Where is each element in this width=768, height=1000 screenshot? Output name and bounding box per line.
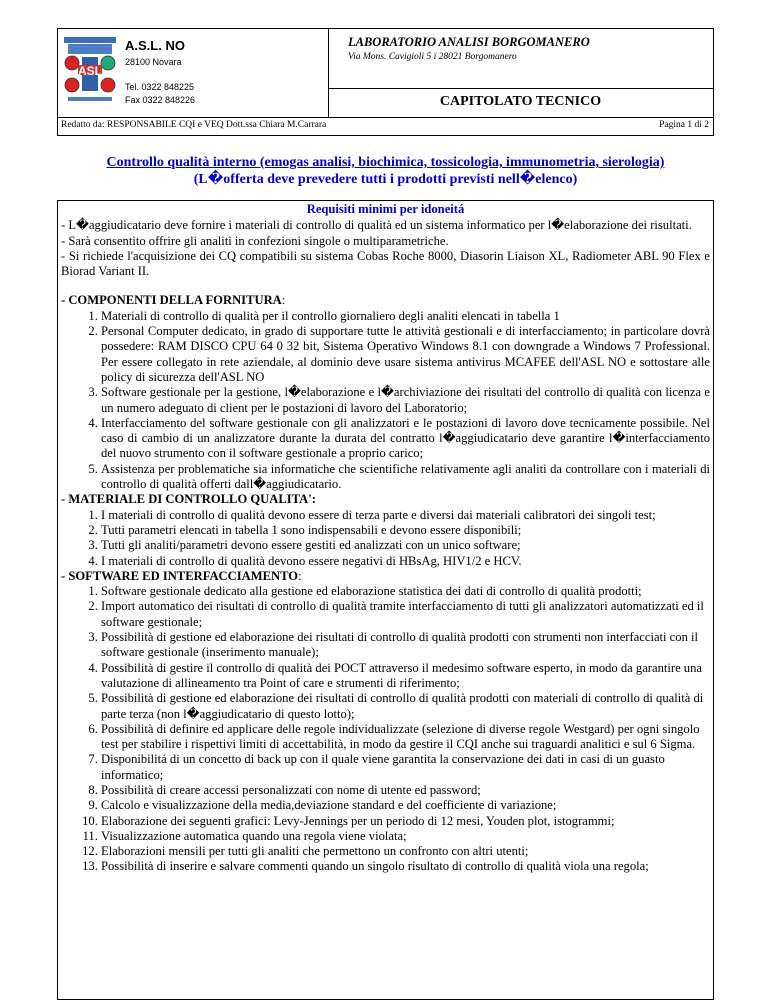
section-list-materiale — [61, 508, 710, 569]
section-title-componenti — [61, 293, 710, 308]
requirements-box — [57, 200, 714, 1000]
list-item: 11. Visualizzazione automatica quando una regola viene violata; — [101, 829, 710, 844]
list-item: 6. Possibilità di definire ed applicare delle regole individualizzate (selezione di diverse regole Westgard) per ogni singolo test per stabilire i rispettivi limiti di accettabilità, in modo da gestire il CQI anche sui traguardi analitici e sul 6 Sigma. — [101, 722, 710, 753]
list-item: 2. Personal Computer dedicato, in grado di supportare tutte le attività gestionali e di interfacciamento; in particolare dovrà possedere: RAM DISCO CPU 64 0 32 bit, Sistema Operativo Windows 8.1 con downgrade a Windows 7 Professional. Per essere collegato in rete aziendale, al dominio deve usare sistema antivirus MCAFEE dell'ASL NO e sottostare alle policy di sicurezza dell'ASL NO — [101, 324, 710, 385]
main-title-line2: (L�offerta deve prevedere tutti i prodotti previsti nell�elenco) — [193, 172, 578, 187]
asl-logo — [60, 35, 120, 105]
section-list-software — [61, 584, 710, 875]
main-title-line1: Controllo qualità interno (emogas analisi, biochimica, tossicologia, immunometria, sierologia) — [106, 155, 665, 170]
list-item: 1. Materiali di controllo di qualità per il controllo giornaliero degli analiti elencati in tabella 1 — [101, 309, 710, 324]
list-item: 3. Software gestionale per la gestione, l�elaborazione e l�archiviazione dei risultati del controllo di qualità con licenza e un numero adeguato di client per le postazioni di lavoro del Laboratorio; — [101, 385, 710, 416]
asl-city: 28100 Novara — [125, 57, 182, 67]
list-item: 2. Import automatico dei risultati di controllo di qualità tramite interfacciamento di tutti gli analizzatori automatizzati ed il software gestionale; — [101, 599, 710, 630]
asl-fax: Fax 0322 848226 — [125, 95, 196, 105]
header-divider-bottom — [58, 117, 713, 118]
section-title-text: - SOFTWARE ED INTERFACCIAMENTO — [61, 568, 299, 583]
list-item: 7. Disponibilitá di un concetto di back up con il quale viene garantita la conservazione dei dati in casi di un guasto informatico; — [101, 752, 710, 783]
list-item: 4. Possibilità di gestire il controllo di qualità dei POCT attraverso il medesimo software esperto, in modo da garantire una valutazione di allineamento tra Point of care e strumenti di riferimento; — [101, 661, 710, 692]
section-title-software — [61, 569, 710, 584]
section-title-suffix: : — [281, 293, 286, 308]
section-title-suffix: : — [298, 568, 302, 583]
list-item: 4. I materiali di controllo di qualità devono essere negativi di HBsAg, HIV1/2 e HCV. — [101, 554, 710, 569]
asl-telephone: Tel. 0322 848225 — [125, 82, 195, 92]
list-item: 8. Possibilità di creare accessi personalizzati con nome di utente ed password; — [101, 783, 710, 798]
author-line: Redatto da: RESPONSABILE CQI e VEQ Dott.ssa Chiara M.Carrara — [61, 120, 327, 130]
lab-title: LABORATORIO ANALISI BORGOMANERO — [348, 35, 590, 49]
list-item: 5. Possibilità di gestione ed elaborazione dei risultati di controllo di qualità prodotti con materiali di controllo di qualità di parte terza (non l�aggiudicatario di questo lotto); — [101, 691, 710, 722]
header-divider-right — [328, 88, 713, 89]
list-item: 1. Software gestionale dedicato alla gestione ed elaborazione statistica dei dati di controllo di qualità prodotti; — [101, 584, 710, 599]
lab-address: Via Mons. Cavigioli 5 ï 28021 Borgomanero — [348, 52, 517, 62]
asl-name: A.S.L. NO — [125, 38, 185, 53]
spacer — [61, 279, 710, 293]
document-header — [57, 28, 714, 136]
section-title-text: - MATERIALE DI CONTROLLO QUALITA': — [61, 492, 316, 507]
requirement-paragraph: - Si richiede l'acquisizione dei CQ compatibili su sistema Cobas Roche 8000, Diasorin Liaison XL, Radiometer ABL 90 Flex e Biorad Variant II. — [61, 248, 710, 279]
document-type: CAPITOLATO TECNICO — [439, 94, 602, 109]
main-title — [57, 154, 714, 188]
requirement-paragraph: - L�aggiudicatario deve fornire i materiali di controllo di qualità ed un sistema informatico per l�elaborazione dei risultati. — [61, 218, 692, 233]
list-item: 3. Tutti gli analiti/parametri devono essere gestiti ed analizzati con un unico software; — [101, 538, 710, 553]
list-item: 13. Possibilità di inserire e salvare commenti quando un singolo risultato di controllo di qualità viola una regola; — [101, 859, 710, 874]
list-item: 10. Elaborazione dei seguenti grafici: Levy-Jennings per un periodo di 12 mesi, Youden plot, istogrammi; — [101, 814, 710, 829]
logo-lettering: ASL — [78, 64, 102, 78]
list-item: 3. Possibilità di gestione ed elaborazione dei risultati di controllo di qualità prodotti con strumenti non interfacciati con il software gestionale (inserimento manuale); — [101, 630, 710, 661]
list-item: 2. Tutti parametri elencati in tabella 1 sono indispensabili e devono essere disponibili; — [101, 523, 710, 538]
list-item: 1. I materiali di controllo di qualità devono essere di terza parte e diversi dai materiali calibratori dei singoli test; — [101, 508, 710, 523]
page-number: Pagina 1 di 2 — [659, 120, 709, 130]
list-item: 5. Assistenza per problematiche sia informatiche che scientifiche relativamente agli analiti da controllare con i materiali di controllo di qualità offerti dall�aggiudicatario. — [101, 462, 710, 493]
list-item: 12. Elaborazioni mensili per tutti gli analiti che permettono un confronto con altri utenti; — [101, 844, 710, 859]
list-item: 9. Calcolo e visualizzazione della media,deviazione standard e del coefficiente di variazione; — [101, 798, 710, 813]
section-title-text: - COMPONENTI DELLA FORNITURA — [61, 293, 282, 308]
section-list-componenti — [61, 309, 710, 493]
requirements-heading: Requisiti minimi per idoneitá — [306, 202, 465, 216]
requirement-paragraph: - Sarà consentito offrire gli analiti in confezioni singole o multiparametriche. — [61, 233, 449, 248]
section-title-materiale — [61, 492, 710, 507]
list-item: 4. Interfacciamento del software gestionale con gli analizzatori e le postazioni di lavoro dove tecnicamente possibile. Nel caso di cambio di un analizzatore durante la durata del contratto l�aggiudicatario deve garantire l�interfacciamento del nuovo strumento con il software gestionale a proprio carico; — [101, 416, 710, 462]
